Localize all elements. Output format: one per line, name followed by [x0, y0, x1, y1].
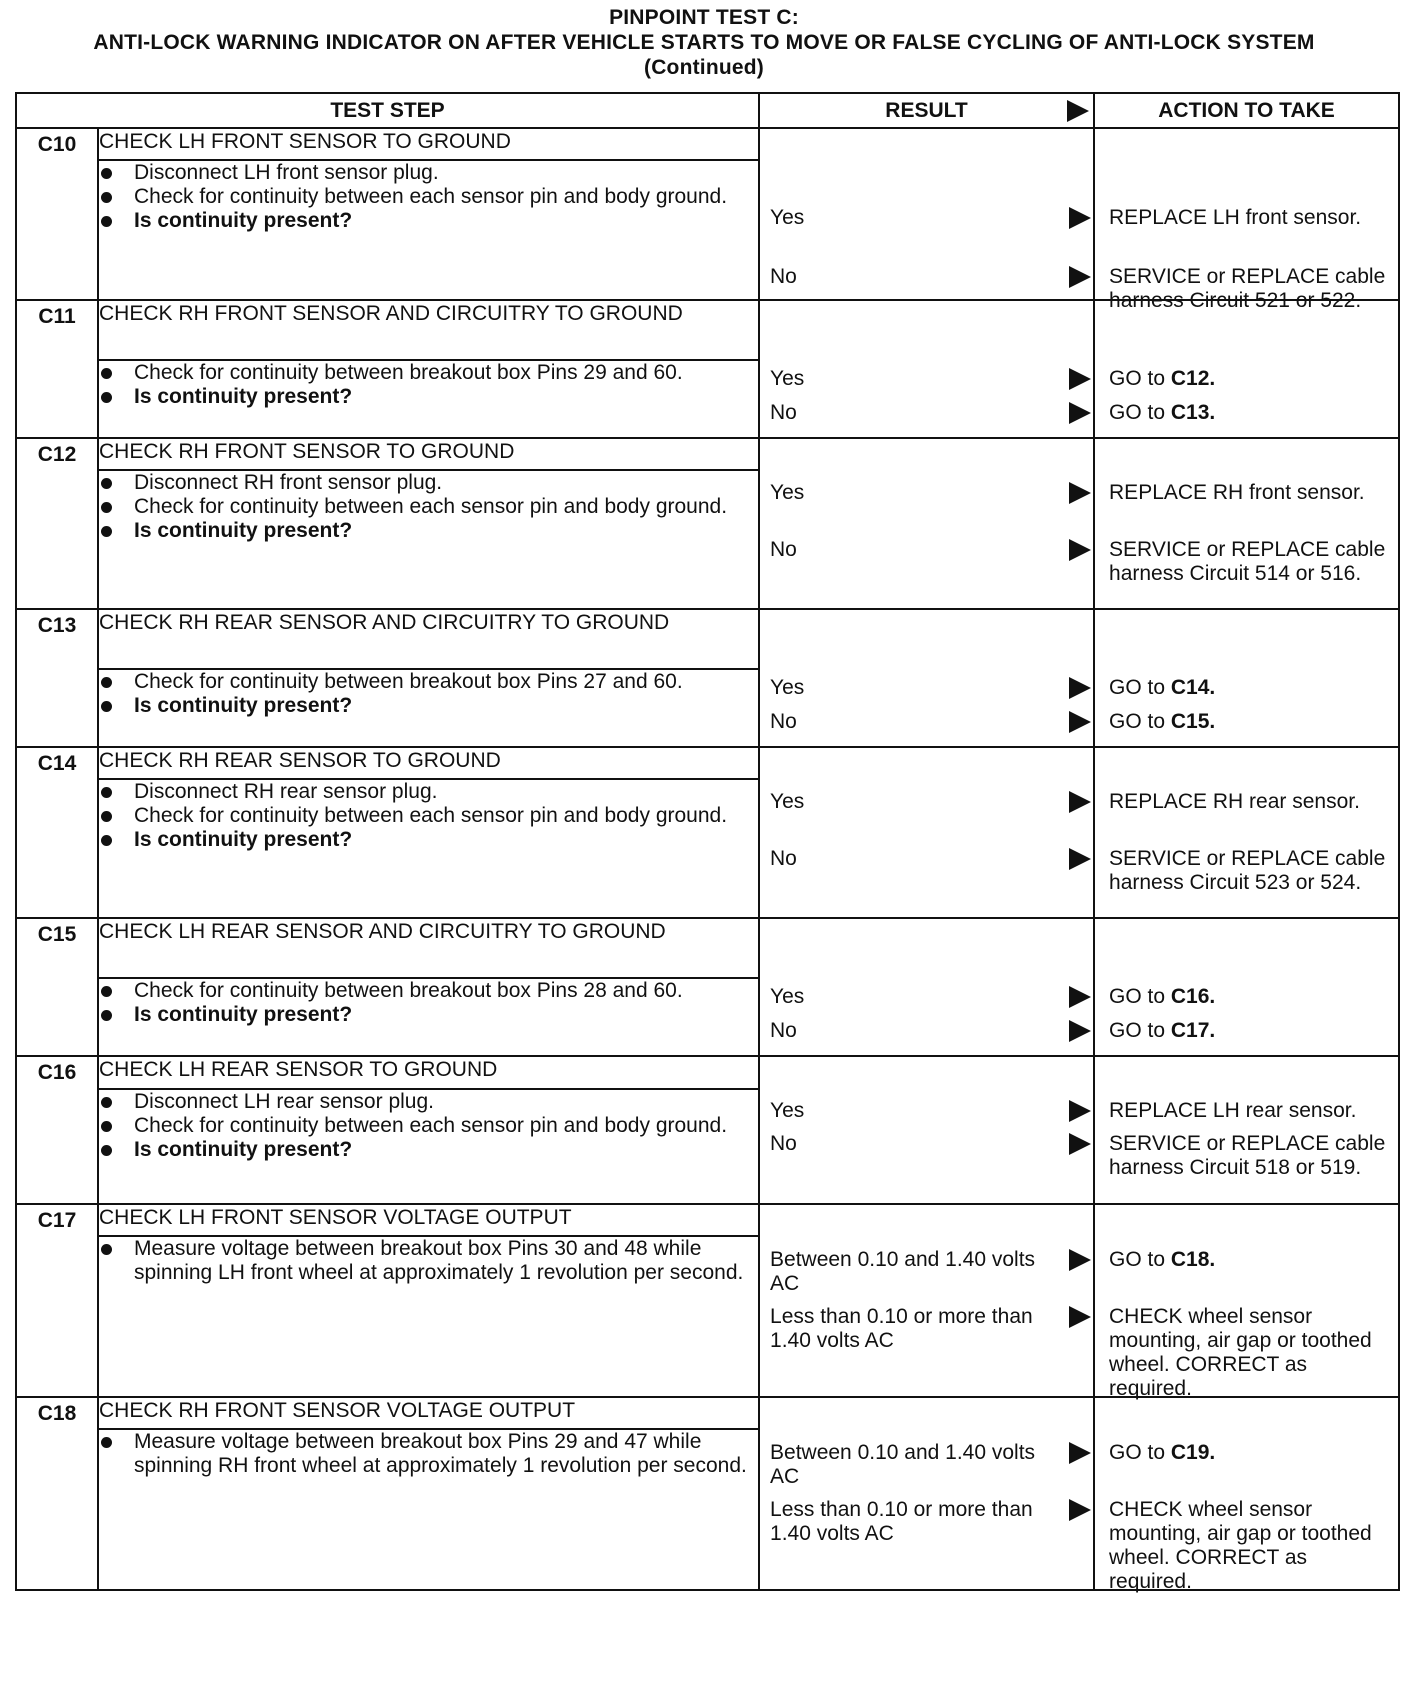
instruction-list [99, 979, 758, 1027]
arrow-right-icon [1069, 848, 1091, 870]
step-instructions [98, 360, 759, 438]
result-entry [760, 1441, 1093, 1489]
action-text: SERVICE or REPLACE cable harness Circuit 523 or 524. [1109, 847, 1386, 894]
action-text: CHECK wheel sensor mounting, air gap or toothed wheel. CORRECT as required. [1109, 1498, 1372, 1593]
step-instructions [98, 779, 759, 918]
step-instructions [98, 1089, 759, 1204]
instruction-item: Check for continuity between each sensor pin and body ground. [99, 495, 758, 519]
action-entry [1095, 847, 1398, 895]
step-actions [1094, 1056, 1399, 1204]
result-entry [760, 710, 1093, 734]
step-results [759, 747, 1094, 918]
action-text: GO to [1109, 1019, 1171, 1042]
result-entry [760, 367, 1093, 391]
result-entry [760, 1099, 1093, 1123]
step-actions [1094, 747, 1399, 918]
result-text: No [770, 847, 797, 870]
arrow-right-icon [1069, 1020, 1091, 1042]
instruction-list [99, 780, 758, 852]
step-code: C12 [16, 438, 98, 609]
result-entry [760, 790, 1093, 814]
instruction-item: Disconnect RH rear sensor plug. [99, 780, 758, 804]
step-title: CHECK LH FRONT SENSOR VOLTAGE OUTPUT [98, 1204, 759, 1236]
result-entry [760, 206, 1093, 230]
result-entry [760, 985, 1093, 1009]
result-text: No [770, 265, 797, 288]
step-code: C11 [16, 300, 98, 438]
instruction-question: Is continuity present? [99, 385, 758, 409]
arrow-right-icon [1069, 1442, 1091, 1464]
arrow-right-icon [1069, 482, 1091, 504]
step-title-row [16, 1056, 1399, 1089]
result-slots [760, 610, 1093, 746]
step-actions [1094, 1397, 1399, 1593]
step-title: CHECK LH FRONT SENSOR TO GROUND [98, 128, 759, 160]
action-step-reference: C13. [1170, 401, 1216, 424]
instruction-item: Check for continuity between each sensor pin and body ground. [99, 1114, 758, 1138]
action-entry [1095, 1441, 1398, 1465]
action-text: GO to [1109, 676, 1171, 699]
step-results [759, 300, 1094, 438]
result-text: Yes [770, 206, 805, 229]
step-actions [1094, 918, 1399, 1056]
action-text: GO to [1109, 710, 1171, 733]
step-title: CHECK LH REAR SENSOR AND CIRCUITRY TO GROUND [98, 918, 759, 978]
instruction-item: Disconnect RH front sensor plug. [99, 471, 758, 495]
result-slots [760, 748, 1093, 917]
instruction-question: Is continuity present? [99, 694, 758, 718]
continued-note: (Continued) [644, 56, 764, 79]
result-text: No [770, 538, 797, 561]
arrow-right-icon [1069, 402, 1091, 424]
result-slots [760, 129, 1093, 299]
result-text: Yes [770, 676, 805, 699]
result-entry [760, 1248, 1093, 1296]
action-text: SERVICE or REPLACE cable harness Circuit 514 or 516. [1109, 538, 1386, 585]
action-entry [1095, 1099, 1398, 1123]
result-slots [760, 1057, 1093, 1203]
instruction-list [99, 161, 758, 233]
result-text: No [770, 1132, 797, 1155]
step-actions [1094, 1204, 1399, 1400]
step-title: CHECK RH FRONT SENSOR AND CIRCUITRY TO GROUND [98, 300, 759, 360]
result-text: No [770, 401, 797, 424]
result-text: Yes [770, 481, 805, 504]
action-text: GO to [1109, 1441, 1171, 1464]
step-title: CHECK RH FRONT SENSOR TO GROUND [98, 438, 759, 470]
step-instructions [98, 470, 759, 609]
action-step-reference: C12. [1170, 367, 1216, 390]
arrow-right-icon [1067, 100, 1089, 122]
action-step-reference: C16. [1170, 985, 1216, 1008]
result-text: Less than 0.10 or more than 1.40 volts AC [770, 1498, 1033, 1545]
step-results [759, 128, 1094, 300]
step-title-row [16, 128, 1399, 160]
instruction-question: Is continuity present? [99, 1003, 758, 1027]
test-step-header: TEST STEP [16, 93, 759, 128]
result-entry [760, 265, 1093, 289]
action-slots [1095, 1057, 1398, 1203]
step-title-row [16, 1204, 1399, 1236]
result-header [759, 93, 1094, 128]
result-entry [760, 401, 1093, 425]
action-text: REPLACE RH rear sensor. [1109, 790, 1360, 813]
instruction-item: Disconnect LH rear sensor plug. [99, 1090, 758, 1114]
action-text: SERVICE or REPLACE cable harness Circuit 521 or 522. [1109, 265, 1386, 312]
arrow-right-icon [1069, 1306, 1091, 1328]
action-entry [1095, 1498, 1398, 1594]
step-title-row [16, 609, 1399, 669]
result-slots [760, 919, 1093, 1055]
action-step-reference: C17. [1170, 1019, 1216, 1042]
result-entry [760, 1019, 1093, 1043]
instruction-question: Is continuity present? [99, 519, 758, 543]
arrow-right-icon [1069, 1249, 1091, 1271]
instruction-item: Disconnect LH front sensor plug. [99, 161, 758, 185]
action-header: ACTION TO TAKE [1094, 93, 1399, 128]
instruction-item: Check for continuity between each sensor pin and body ground. [99, 804, 758, 828]
action-slots [1095, 301, 1398, 437]
action-text: REPLACE RH front sensor. [1109, 481, 1365, 504]
arrow-right-icon [1069, 791, 1091, 813]
step-title-row [16, 300, 1399, 360]
step-instructions [98, 1236, 759, 1397]
instruction-list [99, 471, 758, 543]
test-title: PINPOINT TEST C: [609, 6, 799, 29]
instruction-list [99, 1430, 758, 1478]
instruction-question: Is continuity present? [99, 828, 758, 852]
step-code: C16 [16, 1056, 98, 1204]
action-slots [1095, 1205, 1398, 1400]
step-actions [1094, 438, 1399, 609]
action-entry [1095, 206, 1398, 230]
result-entry [760, 1132, 1093, 1156]
action-step-reference: C18. [1170, 1248, 1216, 1271]
result-header-label: RESULT [885, 98, 968, 122]
test-subtitle: ANTI-LOCK WARNING INDICATOR ON AFTER VEHICLE STARTS TO MOVE OR FALSE CYCLING OF ANTI-LOCK SYSTEM [93, 31, 1315, 54]
action-text: GO to [1109, 367, 1171, 390]
action-slots [1095, 439, 1398, 608]
action-entry [1095, 1019, 1398, 1043]
action-entry [1095, 1305, 1398, 1401]
result-entry [760, 1305, 1093, 1353]
arrow-right-icon [1069, 677, 1091, 699]
instruction-item: Check for continuity between breakout box Pins 27 and 60. [99, 670, 758, 694]
action-slots [1095, 1398, 1398, 1593]
action-step-reference: C14. [1170, 676, 1216, 699]
result-text: Yes [770, 367, 805, 390]
action-entry [1095, 401, 1398, 425]
result-text: Between 0.10 and 1.40 volts AC [770, 1248, 1036, 1295]
result-entry [760, 847, 1093, 871]
action-text: GO to [1109, 985, 1171, 1008]
action-entry [1095, 710, 1398, 734]
step-results [759, 609, 1094, 747]
step-code: C10 [16, 128, 98, 300]
arrow-right-icon [1069, 266, 1091, 288]
step-code: C18 [16, 1397, 98, 1590]
action-entry [1095, 1132, 1398, 1180]
step-results [759, 1056, 1094, 1204]
action-slots [1095, 748, 1398, 917]
action-text: SERVICE or REPLACE cable harness Circuit 518 or 519. [1109, 1132, 1386, 1179]
arrow-right-icon [1069, 711, 1091, 733]
result-slots [760, 1398, 1093, 1589]
arrow-right-icon [1069, 986, 1091, 1008]
step-instructions [98, 978, 759, 1056]
action-text: REPLACE LH front sensor. [1109, 206, 1362, 229]
arrow-right-icon [1069, 1499, 1091, 1521]
step-title: CHECK RH FRONT SENSOR VOLTAGE OUTPUT [98, 1397, 759, 1429]
arrow-right-icon [1069, 207, 1091, 229]
action-entry [1095, 985, 1398, 1009]
step-actions [1094, 128, 1399, 312]
step-title-row [16, 1397, 1399, 1429]
result-text: No [770, 710, 797, 733]
result-text: Yes [770, 985, 805, 1008]
step-title-row [16, 747, 1399, 779]
instruction-item: Check for continuity between each sensor pin and body ground. [99, 185, 758, 209]
instruction-list [99, 670, 758, 718]
result-text: No [770, 1019, 797, 1042]
step-title: CHECK LH REAR SENSOR TO GROUND [98, 1056, 759, 1089]
result-entry [760, 1498, 1093, 1546]
step-title-row [16, 918, 1399, 978]
instruction-list [99, 361, 758, 409]
result-entry [760, 481, 1093, 505]
action-step-reference: C19. [1170, 1441, 1216, 1464]
action-entry [1095, 676, 1398, 700]
action-entry [1095, 538, 1398, 586]
instruction-item: Check for continuity between breakout box Pins 29 and 60. [99, 361, 758, 385]
step-title: CHECK RH REAR SENSOR AND CIRCUITRY TO GROUND [98, 609, 759, 669]
column-header-row [16, 93, 1399, 128]
step-code: C17 [16, 1204, 98, 1397]
arrow-right-icon [1069, 368, 1091, 390]
step-title: CHECK RH REAR SENSOR TO GROUND [98, 747, 759, 779]
step-actions [1094, 609, 1399, 747]
result-slots [760, 439, 1093, 608]
result-slots [760, 301, 1093, 437]
result-text: Less than 0.10 or more than 1.40 volts AC [770, 1305, 1033, 1352]
action-entry [1095, 1248, 1398, 1272]
action-text: CHECK wheel sensor mounting, air gap or toothed wheel. CORRECT as required. [1109, 1305, 1372, 1400]
action-slots [1095, 129, 1398, 312]
step-code: C14 [16, 747, 98, 918]
action-entry [1095, 790, 1398, 814]
instruction-question: Is continuity present? [99, 209, 758, 233]
instruction-item: Measure voltage between breakout box Pins 29 and 47 while spinning RH front wheel at approximately 1 revolution per second. [99, 1430, 758, 1478]
step-results [759, 1397, 1094, 1590]
action-text: GO to [1109, 1248, 1171, 1271]
instruction-question: Is continuity present? [99, 1138, 758, 1162]
action-entry [1095, 481, 1398, 505]
result-slots [760, 1205, 1093, 1396]
step-instructions [98, 669, 759, 747]
step-instructions [98, 160, 759, 300]
step-results [759, 438, 1094, 609]
step-title-row [16, 438, 1399, 470]
instruction-item: Check for continuity between breakout box Pins 28 and 60. [99, 979, 758, 1003]
step-actions [1094, 300, 1399, 438]
action-step-reference: C15. [1170, 710, 1216, 733]
step-results [759, 1204, 1094, 1397]
instruction-list [99, 1090, 758, 1162]
action-entry [1095, 367, 1398, 391]
step-code: C13 [16, 609, 98, 747]
instruction-item: Measure voltage between breakout box Pins 30 and 48 while spinning LH front wheel at approximately 1 revolution per second. [99, 1237, 758, 1285]
step-results [759, 918, 1094, 1056]
arrow-right-icon [1069, 1133, 1091, 1155]
result-entry [760, 676, 1093, 700]
result-text: Yes [770, 1099, 805, 1122]
pinpoint-test-table [15, 92, 1400, 1591]
arrow-right-icon [1069, 1100, 1091, 1122]
step-instructions [98, 1429, 759, 1590]
result-text: Yes [770, 790, 805, 813]
action-text: REPLACE LH rear sensor. [1109, 1099, 1357, 1122]
action-slots [1095, 919, 1398, 1055]
result-entry [760, 538, 1093, 562]
step-code: C15 [16, 918, 98, 1056]
action-text: GO to [1109, 401, 1171, 424]
arrow-right-icon [1069, 539, 1091, 561]
action-slots [1095, 610, 1398, 746]
instruction-list [99, 1237, 758, 1285]
result-text: Between 0.10 and 1.40 volts AC [770, 1441, 1036, 1488]
